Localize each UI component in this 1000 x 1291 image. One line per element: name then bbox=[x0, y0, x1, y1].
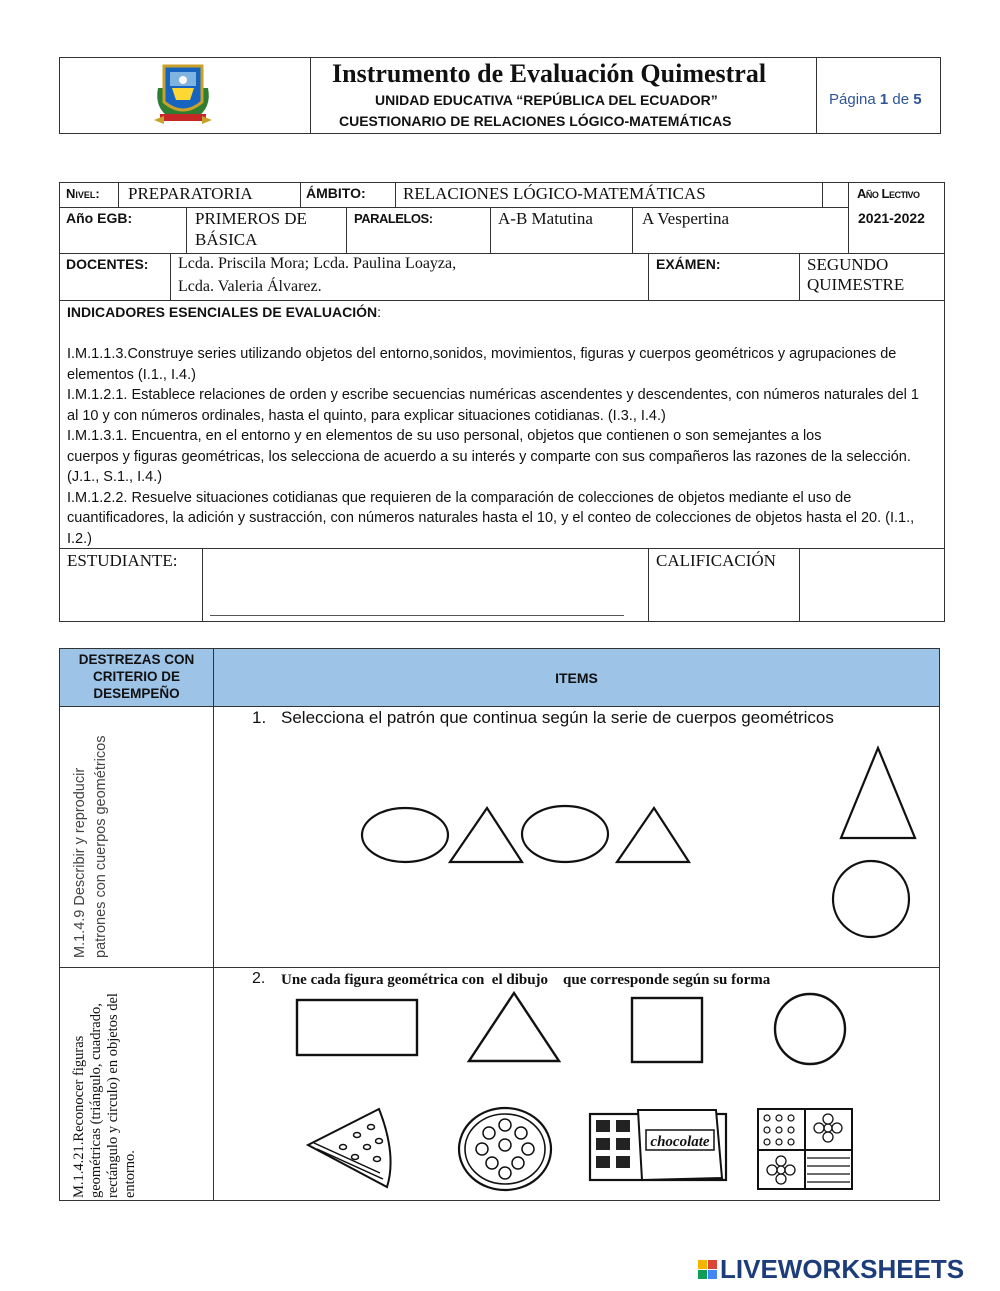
school-name: UNIDAD EDUCATIVA “REPÚBLICA DEL ECUADOR” bbox=[375, 92, 718, 108]
indicator-line: I.M.1.2.2. Resuelve situaciones cotidianas que requieren de la comparación de colecciones de objetos mediante el uso de bbox=[67, 489, 852, 506]
grade-field[interactable] bbox=[800, 549, 944, 621]
student-label: ESTUDIANTE: bbox=[67, 551, 178, 570]
indicator-line: I.M.1.3.1. Encuentra, en el entorno y en elementos de su uso personal, objetos que contienen o son semejantes a los bbox=[67, 428, 822, 444]
info-vline bbox=[395, 182, 396, 207]
skills-header-line-2: CRITERIO DE bbox=[92, 669, 180, 684]
items-hline bbox=[59, 706, 940, 707]
paralelos-label: PARALELOS: bbox=[354, 211, 433, 226]
row1-skill-line-2: patrones con cuerpos geométricos bbox=[93, 735, 109, 958]
info-hline bbox=[59, 207, 848, 208]
shape-rectangle[interactable] bbox=[295, 998, 419, 1058]
items-hline bbox=[59, 967, 940, 968]
examen-value-1: SEGUNDO bbox=[807, 255, 889, 274]
info-vline bbox=[648, 548, 649, 622]
row2-skill-line-1: M.1.4.21.Reconocer figuras bbox=[71, 1035, 87, 1198]
docentes-value-1: Lcda. Priscila Mora; Lcda. Paulina Loayza, bbox=[178, 255, 457, 272]
indicators-title-text: INDICADORES ESENCIALES DE EVALUACIÓN bbox=[67, 304, 378, 320]
examen-label: EXÁMEN: bbox=[656, 256, 721, 272]
watermelon-slice-picture[interactable] bbox=[305, 1105, 395, 1190]
nivel-label: Nivel: bbox=[66, 186, 100, 201]
indicators-title bbox=[67, 304, 381, 320]
indicator-line: I.M.1.2.1. Establece relaciones de orden y escribe secuencias numéricas ascendentes y descendentes, con números naturales del 1 bbox=[67, 387, 919, 403]
row2-skill-line-2: geométricas (triángulo, cuadrado, bbox=[88, 1003, 104, 1198]
info-vline bbox=[300, 182, 301, 207]
info-hline bbox=[59, 300, 945, 301]
page-indicator bbox=[829, 91, 922, 108]
school-logo bbox=[150, 58, 216, 126]
info-vline bbox=[799, 253, 800, 300]
pizza-picture[interactable] bbox=[456, 1105, 554, 1193]
liveworksheets-logo bbox=[698, 1254, 964, 1285]
shape-circle[interactable] bbox=[772, 991, 848, 1067]
shape-square[interactable] bbox=[630, 996, 704, 1064]
row1-skill-line-1: M.1.4.9 Describir y reproducir bbox=[72, 767, 88, 958]
paralelo-matutina: A-B Matutina bbox=[498, 209, 593, 228]
pattern-oval-1 bbox=[362, 808, 448, 862]
pattern-triangle-1 bbox=[450, 808, 522, 862]
info-vline bbox=[186, 207, 187, 253]
page-word: Página bbox=[829, 91, 876, 108]
indicators-title-suffix: : bbox=[377, 304, 381, 320]
docentes-label: DOCENTES: bbox=[66, 256, 149, 272]
pattern-triangle-2 bbox=[617, 808, 689, 862]
info-vline bbox=[346, 207, 347, 253]
question-2-number: 2. bbox=[252, 970, 266, 987]
info-vline bbox=[202, 548, 203, 622]
indicator-line: I.M.1.1.3.Construye series utilizando objetos del entorno,sonidos, movimientos, figuras y cuerpos geométricos y agrupaciones de bbox=[67, 346, 897, 362]
skills-header-line-3: DESEMPEÑO bbox=[93, 686, 180, 701]
info-vline bbox=[632, 207, 633, 253]
indicator-line: cuantificadores, la adición y sustracción, con números naturales hasta el 10, y el conteo de colecciones de objetos hasta el 20. (I.1., bbox=[67, 510, 915, 526]
header-divider-right bbox=[816, 57, 817, 134]
anio-egb-value-1: PRIMEROS DE bbox=[195, 209, 307, 228]
info-vline bbox=[822, 182, 823, 207]
shape-triangle[interactable] bbox=[464, 990, 564, 1064]
tiled-pattern-picture[interactable] bbox=[755, 1106, 855, 1192]
info-vline bbox=[118, 182, 119, 207]
anio-lectivo-value: 2021-2022 bbox=[858, 210, 925, 226]
liveworksheets-brand: LIVEWORKSHEETS bbox=[720, 1254, 965, 1284]
ambito-value: RELACIONES LÓGICO-MATEMÁTICAS bbox=[403, 184, 706, 203]
indicator-line: elementos (I.1., I.4.) bbox=[67, 366, 196, 383]
document-title: Instrumento de Evaluación Quimestral bbox=[332, 59, 767, 88]
pattern-oval-2 bbox=[522, 806, 608, 862]
pattern-series bbox=[355, 800, 700, 870]
header-divider-left bbox=[310, 57, 311, 134]
anio-lectivo-label: Año Lectivo bbox=[857, 186, 920, 201]
grade-label: CALIFICACIÓN bbox=[656, 551, 776, 570]
indicator-line: al 10 y con números ordinales, hasta el quinto, para explicar situaciones cotidianas. (I.3., I.4.) bbox=[67, 407, 666, 424]
page-number: 1 bbox=[879, 91, 889, 108]
paralelo-vespertina: A Vespertina bbox=[642, 209, 730, 228]
chocolate-label: chocolate bbox=[650, 1134, 710, 1150]
page-of: de bbox=[892, 91, 910, 108]
row2-skill-line-4: entorno. bbox=[122, 1150, 138, 1198]
student-name-line[interactable] bbox=[210, 615, 624, 616]
info-vline bbox=[490, 207, 491, 253]
indicator-line: I.2.) bbox=[67, 530, 92, 547]
chocolate-bar-picture[interactable] bbox=[586, 1106, 732, 1184]
row2-skill-line-3: rectángulo y circulo) en objetos del bbox=[105, 993, 121, 1198]
examen-value-2: QUIMESTRE bbox=[807, 275, 905, 294]
liveworksheets-logo-icon bbox=[698, 1260, 717, 1279]
ambito-label: ÁMBITO: bbox=[306, 185, 366, 201]
indicator-line: (J.1., S.1., I.4.) bbox=[67, 469, 163, 485]
question-1-text: Selecciona el patrón que continua según la serie de cuerpos geométricos bbox=[281, 708, 834, 727]
items-column-header: ITEMS bbox=[555, 670, 598, 686]
info-hline bbox=[59, 253, 945, 254]
anio-egb-value-2: BÁSICA bbox=[195, 230, 258, 249]
indicators-list bbox=[67, 344, 939, 549]
docentes-value-2: Lcda. Valeria Álvarez. bbox=[178, 278, 322, 295]
info-vline bbox=[170, 253, 171, 300]
questionnaire-title: CUESTIONARIO DE RELACIONES LÓGICO-MATEMÁTICAS bbox=[339, 113, 732, 129]
option-circle[interactable] bbox=[830, 858, 912, 940]
question-1-number: 1. bbox=[252, 708, 267, 727]
info-vline bbox=[648, 253, 649, 300]
question-2-text: Une cada figura geométrica con el dibujo que corresponde según su forma bbox=[281, 972, 771, 988]
info-vline bbox=[848, 182, 849, 253]
nivel-value: PREPARATORIA bbox=[128, 184, 253, 203]
option-triangle[interactable] bbox=[838, 745, 918, 841]
skills-header-line-1: DESTREZAS CON bbox=[78, 652, 195, 667]
page-total: 5 bbox=[913, 91, 922, 108]
anio-egb-label: Año EGB: bbox=[66, 210, 133, 226]
indicator-line: cuerpos y figuras geométricas, los selecciona de acuerdo a su interés y comparte con sus compañeros las razones de la selección. bbox=[67, 448, 911, 465]
items-vline bbox=[213, 648, 214, 1201]
skills-column-header bbox=[60, 651, 213, 702]
